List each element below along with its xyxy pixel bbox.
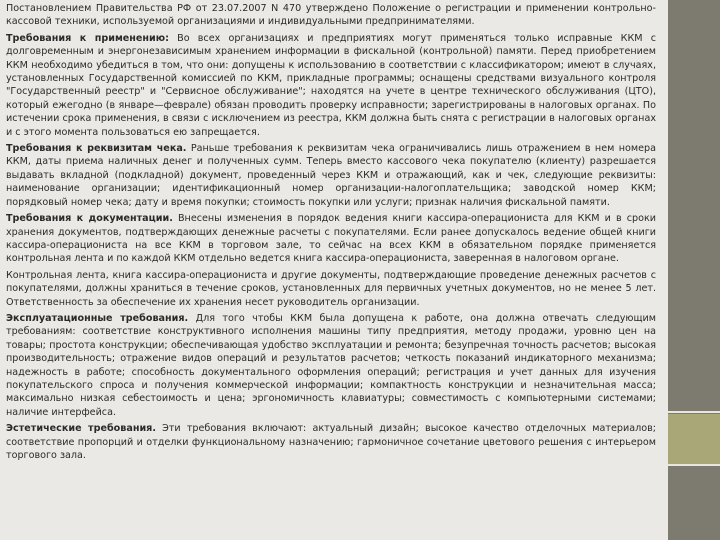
- paragraph-storage: [6, 269, 656, 309]
- heading-aesthetic-requirements: Эстетические требования.: [6, 423, 156, 435]
- heading-receipt-requisites: Требования к реквизитам чека.: [6, 143, 187, 155]
- paragraph-receipt-requisites: [6, 142, 656, 209]
- body-documentation: Внесены изменения в порядок ведения книги кассира-операциониста для ККМ и в сроки хранения документов, подтверждающих денежные расчеты с покупателями. Если ранее допускалось ведение общей книги кассира-операциониста на все ККМ в торговом зале, то сейчас на всех ККМ в обязательном порядке применяется контрольная лента и по каждой ККМ отдельно ведется книга кассира-операциониста, заверенная в налоговом органе.: [6, 213, 656, 265]
- heading-documentation: Требования к документации.: [6, 213, 173, 225]
- paragraph-aesthetic-requirements: [6, 422, 656, 462]
- heading-operational-requirements: Эксплуатационные требования.: [6, 312, 189, 324]
- body-receipt-requisites: Раньше требования к реквизитам чека ограничивались лишь отражением в нем номера ККМ, даты приема наличных денег и полученных сумм. Теперь вместо кассового чека покупателю (клиенту) разрешается выдавать вкладной (подкладной) документ, проведенный через ККМ и отражающий, как и чек, следующие реквизиты: наименование организации; идентификационный номер организации-налогоплательщика; заводской номер ККМ; порядковый номер чека; дату и время покупки; стоимость покупки или услуги; признак наличия фискальной памяти.: [6, 143, 657, 208]
- decorative-sidebar: [668, 0, 720, 540]
- heading-application-requirements: Требования к применению:: [6, 32, 169, 44]
- sidebar-rule-bottom: [668, 464, 720, 466]
- body-aesthetic-requirements: Эти требования включают: актуальный дизайн; высокое качество отделочных материалов; соответствие пропорций и отделки функциональному назначению; гармоничное сочетание цветового решения с интерьером торгового зала.: [6, 423, 656, 461]
- document-text: [6, 2, 656, 465]
- paragraph-application-requirements: [6, 32, 656, 139]
- body-operational-requirements: Для того чтобы ККМ была допущена к работе, она должна отвечать следующим требованиям: соответствие конструктивного исполнения машины типу предприятия, методу продажи, уровню цен на товары; простота конструкции; обеспечивающая удобство эксплуатации и ремонта; безупречная точность расчетов; высокая производительность; отражение видов операций и результатов расчетов; четкость показаний индикаторного механизма; надежность в работе; способность документального оформления операций; регистрация и учет данных для изучения покупательского спроса и получения коммерческой информации; компактность конструкции и незначительная масса; максимально низкая себестоимость и цена; эргономичность клавиатуры; совместимость с компьютерными системами; наличие интерфейса.: [6, 312, 656, 418]
- sidebar-accent-block: [668, 414, 720, 464]
- sidebar-rule-top: [668, 411, 720, 413]
- body-storage: Контрольная лента, книга кассира-операциониста и другие документы, подтверждающие проведение денежных расчетов с покупателями, должны храниться в течение сроков, установленных для первичных учетных документов, но не менее 5 лет. Ответственность за обеспечение их хранения несет руководитель организации.: [6, 269, 656, 308]
- intro-paragraph: Постановлением Правительства РФ от 23.07.2007 N 470 утверждено Положение о регистрации и применении контрольно-кассовой техники, используемой организациями и индивидуальными предпринимателями.: [6, 3, 656, 28]
- paragraph-operational-requirements: [6, 312, 656, 419]
- body-application-requirements: Во всех организациях и предприятиях могут применяться только исправные ККМ с долговременным и энергонезависимым хранением информации в фискальной (контрольной) памяти. Перед приобретением ККМ необходимо убедиться в том, что они: допущены к использованию в соответствии с классификатором; имеют в случаях, установленных Государственной комиссией по ККМ, прикладные программы; оснащены средствами визуального контроля "Государственный реестр" и "Сервисное обслуживание"; находятся на учете в центре технического обслуживания (ЦТО), который ежегодно (в январе—феврале) обязан проводить проверку исправности; зарегистрированы в налоговых органах. По истечении срока применения, в связи с исключением из реестра, ККМ должна быть снята с регистрации в налоговых органах и с этого момента пользоваться ею запрещается.: [6, 32, 657, 138]
- paragraph-documentation: [6, 212, 656, 266]
